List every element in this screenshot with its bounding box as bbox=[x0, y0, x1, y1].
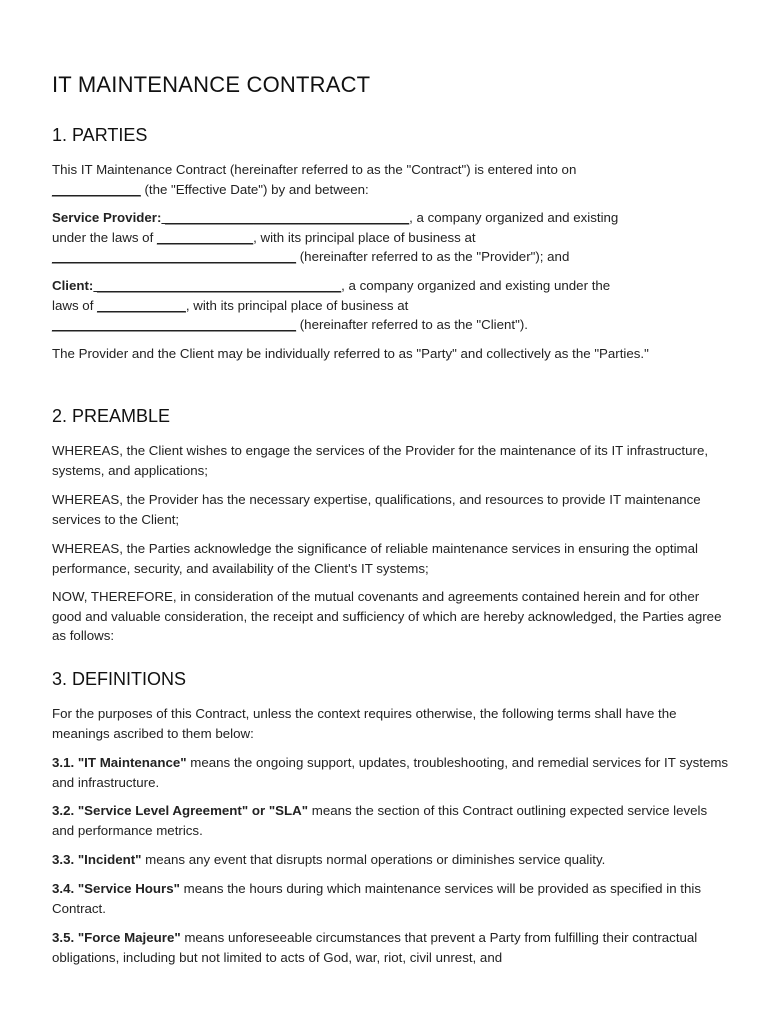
section-heading-parties: 1. PARTIES bbox=[52, 125, 148, 145]
provider-laws-blank: _____________ bbox=[156, 229, 254, 245]
definition-term: 3.5. "Force Majeure" bbox=[52, 930, 181, 945]
definition-term: 3.2. "Service Level Agreement" or "SLA" bbox=[52, 803, 309, 818]
client-label: Client: bbox=[52, 278, 94, 293]
service-provider-label: Service Provider: bbox=[52, 210, 162, 225]
definition-item: 3.5. "Force Majeure" means unforeseeable circumstances that prevent a Party from fulfilling their contractual obligations, including but not limited to acts of God, war, riot, civil unrest, and bbox=[52, 930, 698, 965]
definition-item: 3.3. "Incident" means any event that disrupts normal operations or diminishes service quality. bbox=[52, 852, 606, 867]
client-clause: Client: _________________________________, a company organized and existing under the laws of ____________, with its principal place of business at _________________________________ (hereinafter referred to as the "Client"). bbox=[52, 278, 611, 332]
client-address-blank: _________________________________ bbox=[52, 317, 297, 332]
definition-item: 3.4. "Service Hours" means the hours during which maintenance services will be provided as specified in this Contract. bbox=[52, 881, 701, 916]
section-heading-definitions: 3. DEFINITIONS bbox=[52, 669, 187, 689]
section-heading-preamble: 2. PREAMBLE bbox=[52, 406, 171, 426]
provider-address-blank: _________________________________ bbox=[52, 249, 297, 264]
preamble-paragraph: WHEREAS, the Provider has the necessary expertise, qualifications, and resources to provide IT maintenance services to the Client; bbox=[52, 492, 701, 527]
definition-item: 3.2. "Service Level Agreement" or "SLA" means the section of this Contract outlining expected service levels and performance metrics. bbox=[52, 803, 708, 838]
definition-item: 3.1. "IT Maintenance" means the ongoing support, updates, troubleshooting, and remedial services for IT systems and infrastructure. bbox=[52, 755, 729, 790]
effective-date-blank: ____________ bbox=[52, 181, 141, 197]
provider-name-blank: _________________________________ bbox=[161, 210, 410, 225]
parties-closing: The Provider and the Client may be individually referred to as "Party" and collectively as the "Parties." bbox=[52, 346, 649, 361]
preamble-paragraph: NOW, THEREFORE, in consideration of the mutual covenants and agreements contained herein and for other good and valuable consideration, the receipt and sufficiency of which are hereby acknowledged, the Parties agree as follows: bbox=[52, 589, 722, 643]
definitions-intro: For the purposes of this Contract, unless the context requires otherwise, the following terms shall have the meanings ascribed to them below: bbox=[52, 706, 677, 741]
definition-term: 3.1. "IT Maintenance" bbox=[52, 755, 187, 770]
parties-intro: This IT Maintenance Contract (hereinafter referred to as the "Contract") is entered into on ____________ (the "Effective Date") by and between: bbox=[52, 162, 577, 197]
service-provider-clause: Service Provider: _________________________________, a company organized and existing under the laws of _____________, with its principal place of business at _________________________________ (hereinafter referred to as the "Provider"); and bbox=[52, 210, 619, 264]
document-title: IT MAINTENANCE CONTRACT bbox=[52, 72, 371, 97]
client-laws-blank: ____________ bbox=[97, 297, 186, 313]
preamble-paragraph: WHEREAS, the Client wishes to engage the services of the Provider for the maintenance of its IT infrastructure, systems, and applications; bbox=[52, 443, 709, 478]
definition-term: 3.4. "Service Hours" bbox=[52, 881, 180, 896]
definition-term: 3.3. "Incident" bbox=[52, 852, 142, 867]
client-name-blank: _________________________________ bbox=[93, 278, 342, 293]
preamble-paragraph: WHEREAS, the Parties acknowledge the significance of reliable maintenance services in ensuring the optimal performance, security, and availability of the Client's IT systems; bbox=[52, 541, 698, 576]
